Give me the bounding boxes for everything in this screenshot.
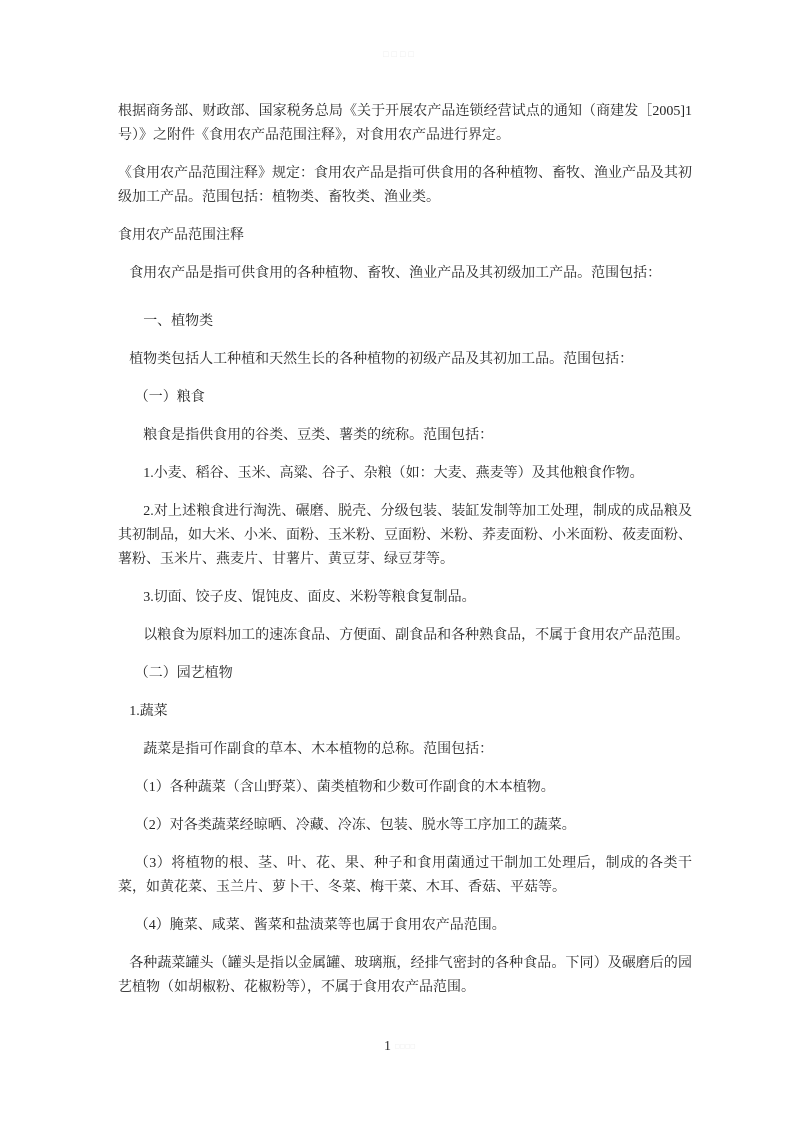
page-number: 1 — [384, 1039, 392, 1054]
list-item-veg-3: （3）将植物的根、茎、叶、花、果、种子和食用菌通过干制加工处理后，制成的各类干菜，如黄花菜、玉兰片、萝卜干、冬菜、梅干菜、木耳、香菇、平菇等。 — [118, 856, 692, 895]
footer-watermark: □□□□ — [395, 1042, 416, 1051]
subsection-heading-horticulture: （二）园艺植物 — [134, 666, 233, 681]
section-heading-plants: 一、植物类 — [143, 314, 214, 329]
paragraph-definition: 《食用农产品范围注释》规定：食用农产品是指可供食用的各种植物、畜牧、渔业产品及其初级加工产品。范围包括：植物类、畜牧类、渔业类。 — [118, 166, 692, 205]
paragraph-canned-exclusion: 各种蔬菜罐头（罐头是指以金属罐、玻璃瓶，经排气密封的各种食品。下同）及碾磨后的园艺植物（如胡椒粉、花椒粉等），不属于食用农产品范围。 — [118, 956, 692, 995]
list-item-veg-2: （2）对各类蔬菜经晾晒、冷藏、冷冻、包装、脱水等工序加工的蔬菜。 — [134, 818, 576, 833]
subsection-heading-grain: （一）粮食 — [134, 390, 205, 405]
page-footer — [0, 1038, 800, 1055]
list-item-grain-1: 1.小麦、稻谷、玉米、高粱、谷子、杂粮（如：大麦、燕麦等）及其他粮食作物。 — [143, 466, 644, 481]
list-item-grain-3: 3.切面、饺子皮、馄饨皮、面皮、米粉等粮食复制品。 — [143, 590, 476, 605]
paragraph-plants-desc: 植物类包括人工种植和天然生长的各种植物的初级产品及其初加工品。范围包括： — [129, 352, 634, 367]
paragraph-scope: 食用农产品是指可供食用的各种植物、畜牧、渔业产品及其初级加工产品。范围包括： — [129, 266, 662, 281]
paragraph-vegetables-desc: 蔬菜是指可作副食的草本、木本植物的总称。范围包括： — [143, 742, 494, 757]
document-body — [118, 100, 692, 1014]
paragraph-intro: 根据商务部、财政部、国家税务总局《关于开展农产品连锁经营试点的通知（商建发［2005]1 号）》之附件《食用农产品范围注释》，对食用农产品进行界定。 — [118, 104, 692, 143]
top-watermark: □□□□ — [383, 49, 417, 59]
paragraph-grain-exclusion: 以粮食为原料加工的速冻食品、方便面、副食品和各种熟食品，不属于食用农产品范围。 — [143, 628, 690, 643]
list-item-grain-2: 2.对上述粮食进行淘洗、碾磨、脱壳、分级包装、装缸发制等加工处理，制成的成品粮及其初制品，如大米、小米、面粉、玉米粉、豆面粉、米粉、荞麦面粉、小米面粉、莜麦面粉、薯粉、玉米片、燕麦片、甘薯片、黄豆芽、绿豆芽等。 — [118, 504, 692, 567]
list-item-veg-1: （1）各种蔬菜（含山野菜）、菌类植物和少数可作副食的木本植物。 — [134, 780, 555, 795]
list-item-veg-4: （4）腌菜、咸菜、酱菜和盐渍菜等也属于食用农产品范围。 — [134, 918, 506, 933]
paragraph-grain-desc: 粮食是指供食用的谷类、豆类、薯类的统称。范围包括： — [143, 428, 494, 443]
item-heading-vegetables: 1.蔬菜 — [129, 704, 168, 719]
doc-title: 食用农产品范围注释 — [118, 228, 244, 243]
